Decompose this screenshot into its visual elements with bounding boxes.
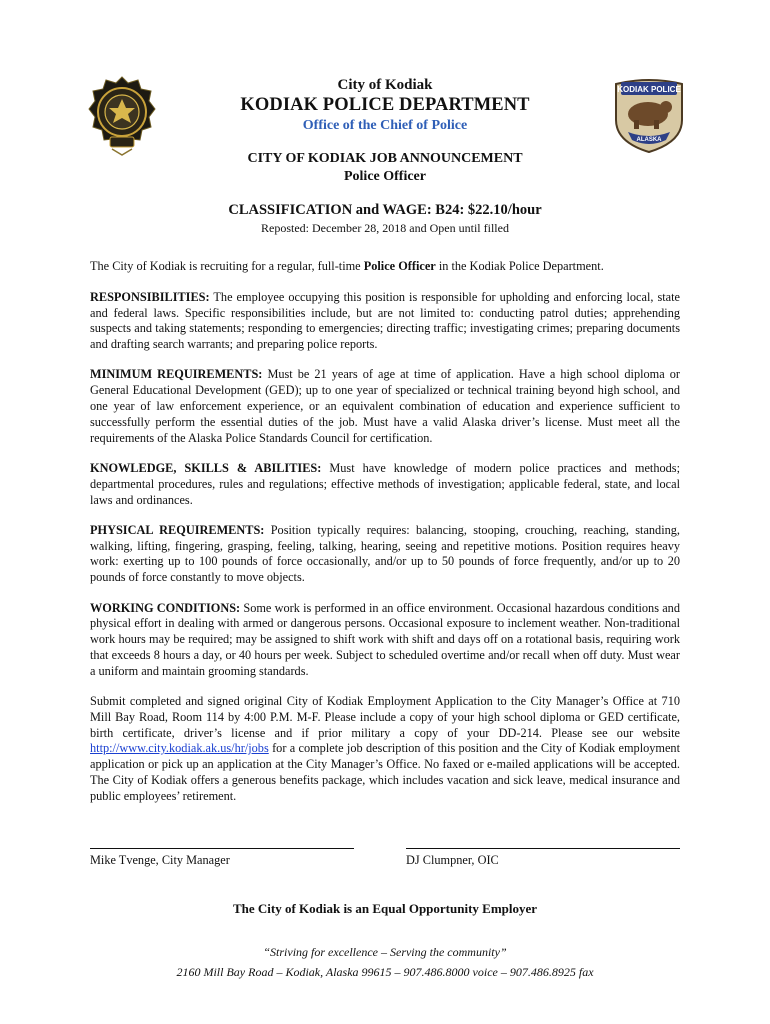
jobs-website-link[interactable]: http://www.city.kodiak.ak.us/hr/jobs (90, 741, 269, 756)
address-line: 2160 Mill Bay Road – Kodiak, Alaska 99615 – 907.486.8000 voice – 907.486.8925 fax (176, 965, 594, 979)
section-text: Must have knowledge of modern police practices and methods; departmental procedures, rules and regulations; effective methods of investigation; applicable federal, state, and local laws and ordinances. (90, 460, 680, 507)
physical-requirements-paragraph (90, 523, 680, 586)
motto-text: “Striving for excellence – Serving the community” (263, 945, 507, 959)
announcement-title: CITY OF KODIAK JOB ANNOUNCEMENT (247, 151, 523, 166)
section-text: Some work is performed in an office environment. Occasional hazardous conditions and physical effort in dealing with armed or dangerous persons. Occasional exposure to inclement weather. Non-traditional work hours may be required; may be assigned to shift work with shift and days off on a rotational basis, requiring work that exceeds 8 hours a day, or 40 hours per week. Subject to scheduled overtime and/or recall when off duty. Must wear a uniform and maintain grooming standards. (90, 600, 680, 678)
section-text: Position typically requires: balancing, stooping, crouching, reaching, standing, walking, lifting, fingering, grasping, feeling, talking, hearing, seeing and repetitive motions. Position requires heavy work: exerting up to 100 pounds of force occasionally, and/or up to 50 pounds of force frequently, and/or up to 20 pounds of force constantly to move objects. (90, 522, 680, 585)
classification-wage: CLASSIFICATION and WAGE: B24: $22.10/hour (228, 202, 542, 218)
department-name: KODIAK POLICE DEPARTMENT (240, 95, 530, 115)
signature-name: DJ Clumpner, OIC (406, 853, 499, 867)
city-name: City of Kodiak (337, 77, 433, 93)
responsibilities-paragraph (90, 290, 680, 353)
signature-name: Mike Tvenge, City Manager (90, 853, 230, 867)
intro-text-end: in the Kodiak Police Department. (435, 259, 604, 273)
letterhead (160, 76, 610, 236)
minimum-requirements-paragraph (90, 367, 680, 446)
patch-top-text: KODIAK POLICE (617, 85, 681, 94)
reposted-date: Reposted: December 28, 2018 and Open until filled (261, 221, 509, 235)
section-text: The employee occupying this position is responsible for upholding and enforcing local, state and federal laws. Specific responsibilities include, but are not limited to: conducting patrol duties; apprehending suspects and taking statements; responding to emergencies; directing traffic; investigating crimes; preparing documents and drafting search warrants; and preparing police reports. (90, 289, 680, 352)
working-conditions-paragraph (90, 601, 680, 680)
knowledge-skills-paragraph (90, 461, 680, 508)
footer-motto (90, 942, 680, 982)
kodiak-police-patch-icon (612, 76, 686, 154)
submit-paragraph (90, 694, 680, 805)
section-text: Must be 21 years of age at time of application. Have a high school diploma or General Educational Development (GED); up to one year of specialized or technical training beyond high school, and one year of law enforcement experience, or an equivalent combination of education and experience sufficient to successfully perform the essential duties of the job. Must have a valid Alaska driver’s license. Must meet all the requirements of the Alaska Police Standards Council for certification. (90, 367, 680, 445)
intro-position: Police Officer (363, 259, 436, 273)
office-name: Office of the Chief of Police (302, 118, 468, 133)
signature-line (406, 848, 680, 849)
position-title: Police Officer (343, 169, 426, 184)
submit-text: Submit completed and signed original City of Kodiak Employment Application to the City Manager’s Office at 710 Mill Bay Road, Room 114 by 4:00 P.M. M-F. Please include a copy of your high school diploma or GED certificate, birth certificate, driver’s license and if prior military a copy of your DD-214. Please see our website (90, 694, 680, 740)
section-label: PHYSICAL REQUIREMENTS: (90, 522, 265, 537)
section-label: MINIMUM REQUIREMENTS: (90, 367, 263, 382)
equal-opportunity-statement: The City of Kodiak is an Equal Opportunity Employer (232, 901, 538, 916)
intro-text: The City of Kodiak is recruiting for a regular, full-time (90, 259, 364, 273)
signature-city-manager (90, 848, 354, 868)
submit-text-end: for a complete job description of this position and the City of Kodiak employment application or pick up an application at the City Manager’s Office. No faxed or e-mailed applications will be accepted. The City of Kodiak offers a generous benefits package, which includes vacation and sick leave, medical insurance and public employees’ retirement. (90, 741, 680, 803)
signature-oic (406, 848, 680, 868)
signature-line (90, 848, 354, 849)
patch-bottom-text: ALASKA (636, 137, 662, 143)
announcement-body (90, 259, 680, 819)
section-label: KNOWLEDGE, SKILLS & ABILITIES: (90, 460, 322, 475)
section-label: RESPONSIBILITIES: (90, 289, 210, 304)
section-label: WORKING CONDITIONS: (90, 600, 241, 615)
intro-paragraph (90, 259, 680, 275)
kodiak-police-seal-icon (88, 75, 156, 157)
